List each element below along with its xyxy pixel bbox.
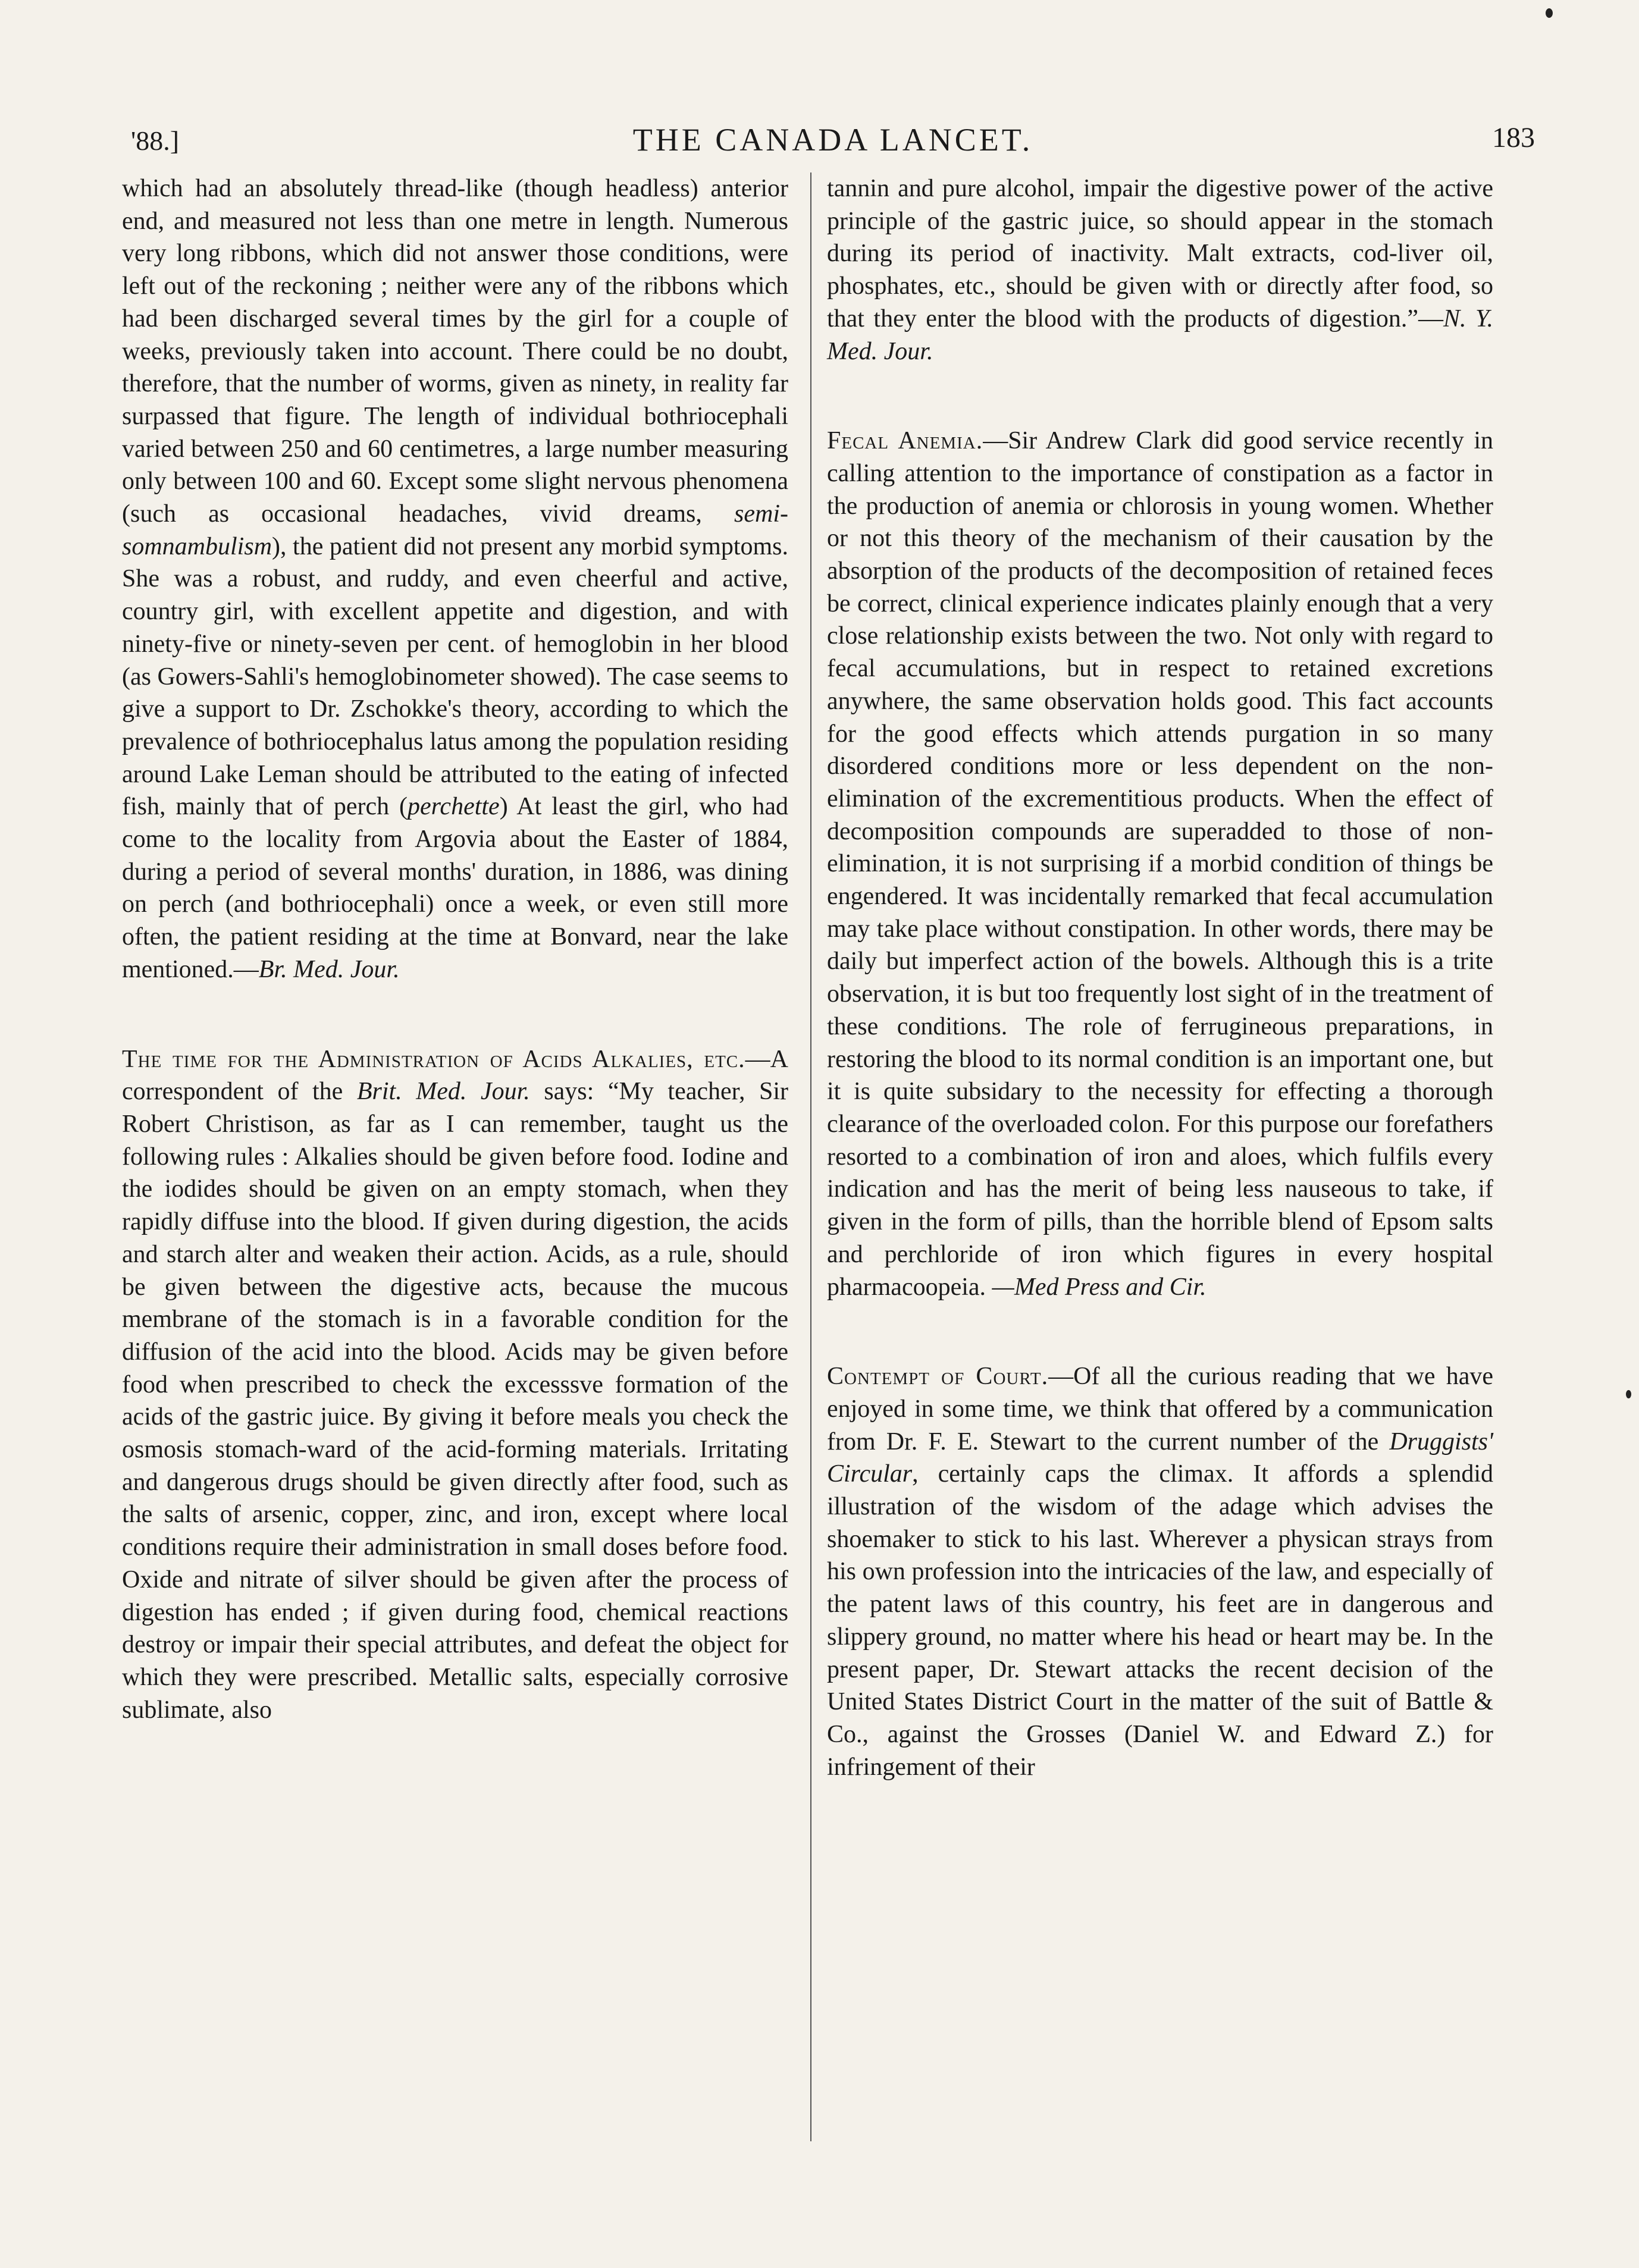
article-heading: Contempt of Court. [827,1363,1049,1391]
journal-reference: Druggists' Circular [827,1428,1493,1488]
article-contempt-of-court: Contempt of Court.—Of all the curious reading that we have enjoyed in some time, we think that offered by a communication from Dr. F. E. Stewart to the current number of the Druggists' Circular, certainly caps the climax. It affords a splendid illustration of the wisdom of the adage which advises the shoemaker to stick to his last. Wherever a physican strays from his own profession into the intricacies of the law, and especially of the patent laws of this country, his feet are in dangerous and slippery ground, no matter where his head or heart may be. In the present paper, Dr. Stewart attacks the recent decision of the United States District Court in the matter of the suit of Battle & Co., against the Grosses (Daniel W. and Edward Z.) for infringement of their [827,1363,1493,1781]
article-source: N. Y. Med. Jour. [827,305,1493,365]
article-fecal-anemia: Fecal Anemia.—Sir Andrew Clark did good service recently in calling attention to the importance of constipation as a factor in the production of anemia or chlorosis in young women. Whether or not this theory of the mechanism of their causation by the absorption of the products of the decomposition of retained feces be correct, clinical experience indicates plainly enough that a very close relationship exists between the two. Not only with regard to fecal accumulations, but in respect to retained excretions anywhere, the same observation holds good. This fact accounts for the good effects which attends purgation in so many disordered conditions more or less dependent on the non-elimination of the excrementitious products. When the effect of decomposition compounds are superadded to those of non-elimination, it is not surprising if a morbid condition of things be engendered. It was incidentally remarked that fecal accumulation may take place without constipation. In other words, there may be daily but imperfect action of the bowels. Although this is a trite observation, it is but too frequently lost sight of in the treatment of these conditions. The role of ferrugineous preparations, in restoring the blood to its normal condition is an important one, but it is quite subsidary to the necessity for effecting a thorough clearance of the overloaded colon. For this purpose our forefathers resorted to a combination of iron and aloes, which fulfils every indication and has the merit of being less nauseous to take, if given in the form of pills, than the horrible blend of Epsom salts and perchloride of iron which figures in every hospital pharmacoopeia. —Med Press and Cir. [827,427,1493,1301]
page-number: 183 [1492,122,1535,153]
continued-article-paragraph: tannin and pure alcohol, impair the digestive power of the active principle of the gastric juice, so should appear in the stomach during its period of inactivity. Malt extracts, cod-liver oil, phosphates, etc., should be given with or directly after food, so that they enter the blood with the products of digestion.”—N. Y. Med. Jour. [827,175,1493,365]
journal-title: THE CANADA LANCET. [632,122,1033,158]
right-column [827,172,1493,1840]
left-column [122,172,788,1783]
continued-article-paragraph: which had an absolutely thread-like (though headless) anterior end, and measured not less than one metre in length. Numerous very long ribbons, which did not answer those conditions, were left out of the reckoning ; neither were any of the ribbons which had been discharged several times by the girl for a couple of weeks, previously taken into account. There could be no doubt, therefore, that the number of worms, given as ninety, in reality far surpassed that figure. The length of individual bothriocephali varied between 250 and 60 centimetres, a large number measuring only between 100 and 60. Except some slight nervous phenomena (such as occasional headaches, vivid dreams, semi-somnambulism), the patient did not present any morbid symptoms. She was a robust, and ruddy, and even cheerful and active, country girl, with excellent appetite and digestion, and with ninety-five or ninety-seven per cent. of hemoglobin in her blood (as Gowers-Sahli's hemoglobinometer showed). The case seems to give a support to Dr. Zschokke's theory, according to which the prevalence of bothriocephalus latus among the population residing around Lake Leman should be attributed to the eating of infected fish, mainly that of perch (perchette) At least the girl, who had come to the locality from Argovia about the Easter of 1884, during a period of several months' duration, in 1886, was dining on perch (and bothriocephali) once a week, or even still more often, the patient residing at the time at Bonvard, near the lake mentioned.—Br. Med. Jour. [122,175,788,983]
issue-year: '88.] [131,126,180,156]
page-header [131,113,1535,161]
journal-reference: Brit. Med. Jour. [356,1078,530,1106]
article-heading: The time for the Administration of Acids Alkalies, etc. [122,1045,745,1073]
print-speck [1626,1390,1631,1398]
article-source: Br. Med. Jour. [258,955,400,983]
print-speck [1546,8,1553,18]
article-heading: Fecal Anemia. [827,427,983,455]
article-source: —Med Press and Cir. [992,1273,1206,1301]
article-acids-alkalies: The time for the Administration of Acids Alkalies, etc.—A correspondent of the Brit. Med. Jour. says: “My teacher, Sir Robert Christison, as far as I can remember, taught us the following rules : Alkalies should be given before food. Iodine and the iodides should be given on an empty stomach, when they rapidly diffuse into the blood. If given during digestion, the acids and starch alter and weaken their action. Acids, as a rule, should be given between the digestive acts, because the mucous membrane of the stomach is in a favorable condition for the diffusion of the acid into the blood. Acids may be given before food when prescribed to check the excesssve formation of the acids of the gastric juice. By giving it before meals you check the osmosis stomach-ward of the acid-forming materials. Irritating and dangerous drugs should be given directly after food, such as the salts of arsenic, copper, zinc, and iron, except where local conditions require their administration in small doses before food. Oxide and nitrate of silver should be given after the process of digestion has ended ; if given during food, chemical reactions destroy or impair their special attributes, and defeat the object for which they were prescribed. Metallic salts, especially corrosive sublimate, also [122,1045,789,1724]
column-divider [810,172,811,2141]
